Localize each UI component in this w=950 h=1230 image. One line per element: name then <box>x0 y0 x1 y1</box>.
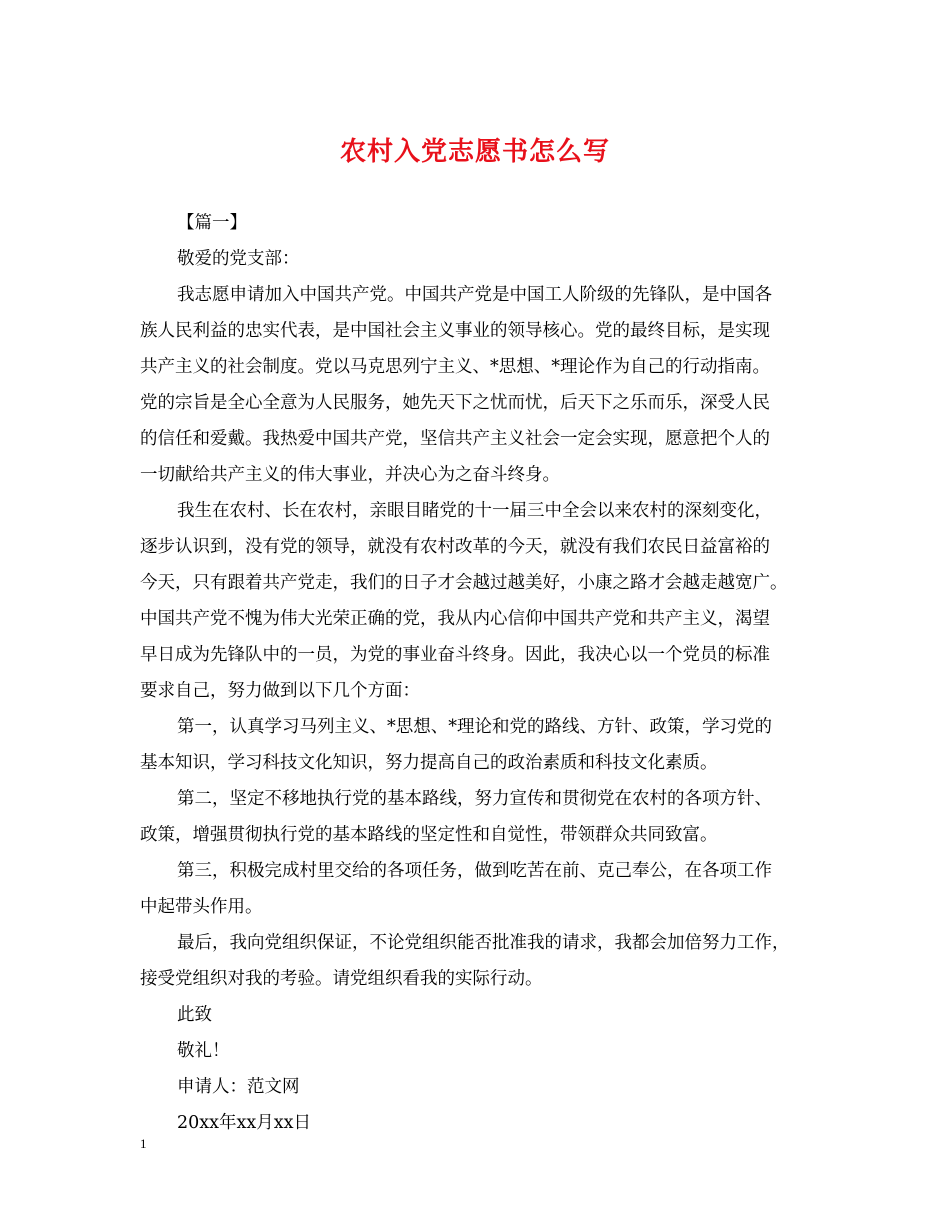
page-number: 1 <box>140 1136 147 1151</box>
body-line: 共产主义的社会制度。党以马克思列宁主义、*思想、*理论作为自己的行动指南。 <box>140 357 770 377</box>
body-line: 敬礼！ <box>177 1041 230 1061</box>
body-line: 今天，只有跟着共产党走，我们的日子才会越过越美好，小康之路才会越走越宽广。 <box>140 573 788 593</box>
body-line: 第二，坚定不移地执行党的基本路线，努力宣传和贯彻党在农村的各项方针、 <box>177 789 772 809</box>
body-line: 【篇一】 <box>177 213 247 233</box>
body-line: 第一，认真学习马列主义、*思想、*理论和党的路线、方针、政策，学习党的 <box>177 717 772 737</box>
body-line: 要求自己，努力做到以下几个方面： <box>140 681 420 701</box>
body-line: 接受党组织对我的考验。请党组织看我的实际行动。 <box>140 969 543 989</box>
body-line: 我生在农村、长在农村，亲眼目睹党的十一届三中全会以来农村的深刻变化， <box>177 501 772 521</box>
document-body <box>140 205 812 1141</box>
body-line: 的信任和爱戴。我热爱中国共产党，坚信共产主义社会一定会实现，愿意把个人的 <box>140 429 770 449</box>
body-line: 我志愿申请加入中国共产党。中国共产党是中国工人阶级的先锋队，是中国各 <box>177 285 772 305</box>
body-line: 敬爱的党支部： <box>177 249 300 269</box>
body-line: 逐步认识到，没有党的领导，就没有农村改革的今天，就没有我们农民日益富裕的 <box>140 537 770 557</box>
body-line: 第三，积极完成村里交给的各项任务，做到吃苦在前、克己奉公，在各项工作 <box>177 861 772 881</box>
body-line: 党的宗旨是全心全意为人民服务，她先天下之忧而忧，后天下之乐而乐，深受人民 <box>140 393 770 413</box>
body-line: 申请人：范文网 <box>177 1077 300 1097</box>
document-title: 农村入党志愿书怎么写 <box>339 137 610 167</box>
body-line: 此致 <box>177 1005 212 1025</box>
body-line: 族人民利益的忠实代表，是中国社会主义事业的领导核心。党的最终目标，是实现 <box>140 321 770 341</box>
body-line: 政策，增强贯彻执行党的基本路线的坚定性和自觉性，带领群众共同致富。 <box>140 825 718 845</box>
body-line: 中国共产党不愧为伟大光荣正确的党，我从内心信仰中国共产党和共产主义，渴望 <box>140 609 770 629</box>
body-line: 基本知识，学习科技文化知识，努力提高自己的政治素质和科技文化素质。 <box>140 753 718 773</box>
body-line: 中起带头作用。 <box>140 897 263 917</box>
body-line: 一切献给共产主义的伟大事业，并决心为之奋斗终身。 <box>140 465 560 485</box>
body-line: 20xx年xx月xx日 <box>177 1113 311 1133</box>
body-line: 最后，我向党组织保证，不论党组织能否批准我的请求，我都会加倍努力工作， <box>177 933 790 953</box>
body-line: 早日成为先锋队中的一员，为党的事业奋斗终身。因此，我决心以一个党员的标准 <box>140 645 770 665</box>
